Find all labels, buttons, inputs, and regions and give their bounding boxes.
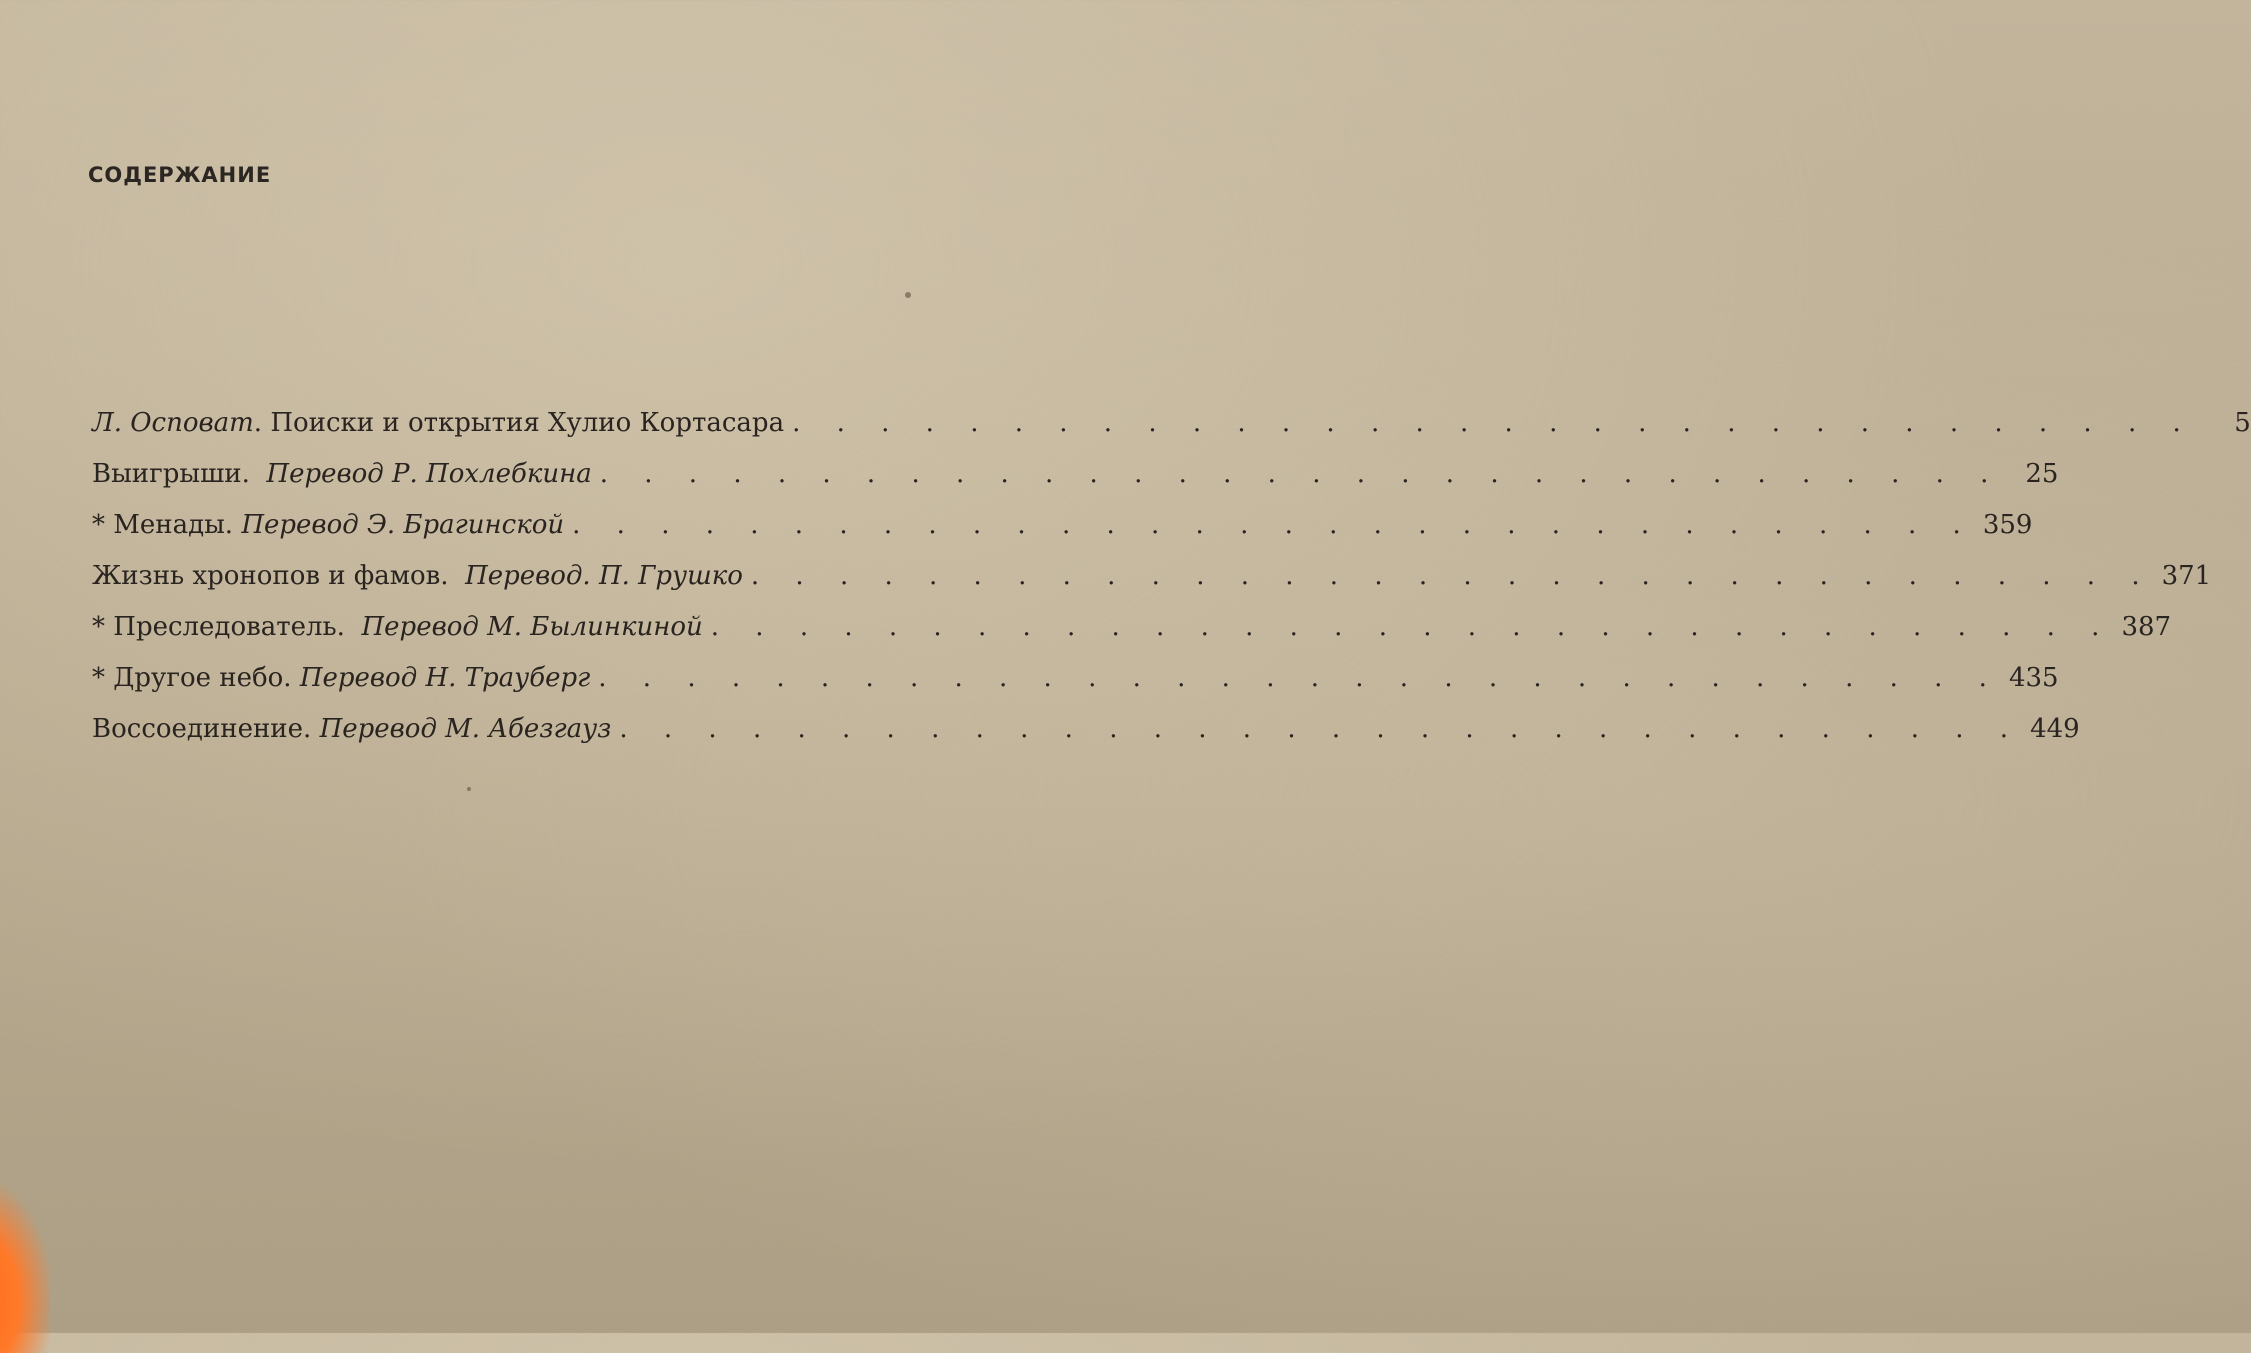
toc-leader-dots: . . . . . . . . . . . . . . . . . . . . . . . . . . . . . . . . [598, 663, 2001, 693]
paper-speck [467, 787, 471, 791]
toc-entry-work: Жизнь хронопов и фамов. [92, 561, 449, 591]
toc-entry-title [92, 449, 592, 500]
toc-entry-title [92, 602, 703, 653]
toc-leader-dots: . . . . . . . . . . . . . . . . . . . . . . . . . . . . . . . . [599, 459, 2003, 489]
toc-leader-dots: . . . . . . . . . . . . . . . . . . . . . . . . . . . . . . . . [750, 561, 2154, 591]
toc-leader-dots: . . . . . . . . . . . . . . . . . . . . . . . . . . . . . . . . [619, 714, 2023, 744]
toc-entry-work: Менады. [113, 510, 234, 540]
toc-entry-prefix: * [92, 612, 114, 642]
toc-entry-work: Воссоединение. [92, 714, 312, 744]
toc-entry-page: 371 [2161, 561, 2212, 591]
toc-entry-page: 387 [2121, 612, 2172, 642]
toc-entry-work: Выигрыши. [92, 459, 250, 489]
toc-entry [92, 653, 2059, 704]
toc-entry-work: Другое небо. [113, 663, 292, 693]
toc-entry-author: Л. Осповат [92, 408, 254, 438]
orange-corner-object [0, 1183, 50, 1353]
toc-entry-page: 5 [2234, 408, 2251, 438]
toc-entry [92, 449, 2059, 500]
toc-entry-title [92, 551, 743, 602]
page-title: СОДЕРЖАНИЕ [88, 163, 272, 187]
toc-entry-translation: Перевод М. Былинкиной [361, 612, 703, 642]
toc-entry [92, 704, 2080, 755]
paper-speck [905, 292, 911, 298]
toc-entry-prefix: * [92, 663, 114, 693]
toc-entry-prefix: * [92, 510, 114, 540]
table-of-contents [92, 398, 2251, 755]
toc-entry-title [92, 500, 564, 551]
toc-entry [92, 398, 2251, 449]
toc-entry-translation: Перевод М. Абезгауз [319, 714, 612, 744]
toc-leader-dots: . . . . . . . . . . . . . . . . . . . . . . . . . . . . . . . . [572, 510, 1975, 540]
toc-entry-page: 449 [2030, 714, 2080, 744]
toc-entry-translation: Перевод Н. Трауберг [299, 663, 591, 693]
toc-entry-page: 435 [2008, 663, 2059, 693]
toc-entry-title [92, 704, 611, 755]
toc-entry [92, 551, 2212, 602]
toc-entry-translation: Перевод Э. Брагинской [241, 510, 565, 540]
toc-entry-translation: Перевод. П. Грушко [465, 561, 743, 591]
toc-entry-title [92, 653, 590, 704]
toc-entry-page: 25 [2025, 459, 2059, 489]
toc-entry-work: Преследователь. [113, 612, 345, 642]
toc-entry [92, 602, 2172, 653]
toc-leader-dots: . . . . . . . . . . . . . . . . . . . . . . . . . . . . . . . . [792, 408, 2195, 438]
toc-entry-work: . Поиски и открытия Хулио Кортасара [253, 408, 785, 438]
toc-entry-translation: Перевод Р. Похлебкина [266, 459, 592, 489]
toc-entry-page: 359 [1982, 510, 2033, 540]
toc-leader-dots: . . . . . . . . . . . . . . . . . . . . . . . . . . . . . . . . [710, 612, 2114, 642]
toc-entry-title [92, 398, 784, 449]
toc-entry [92, 500, 2033, 551]
